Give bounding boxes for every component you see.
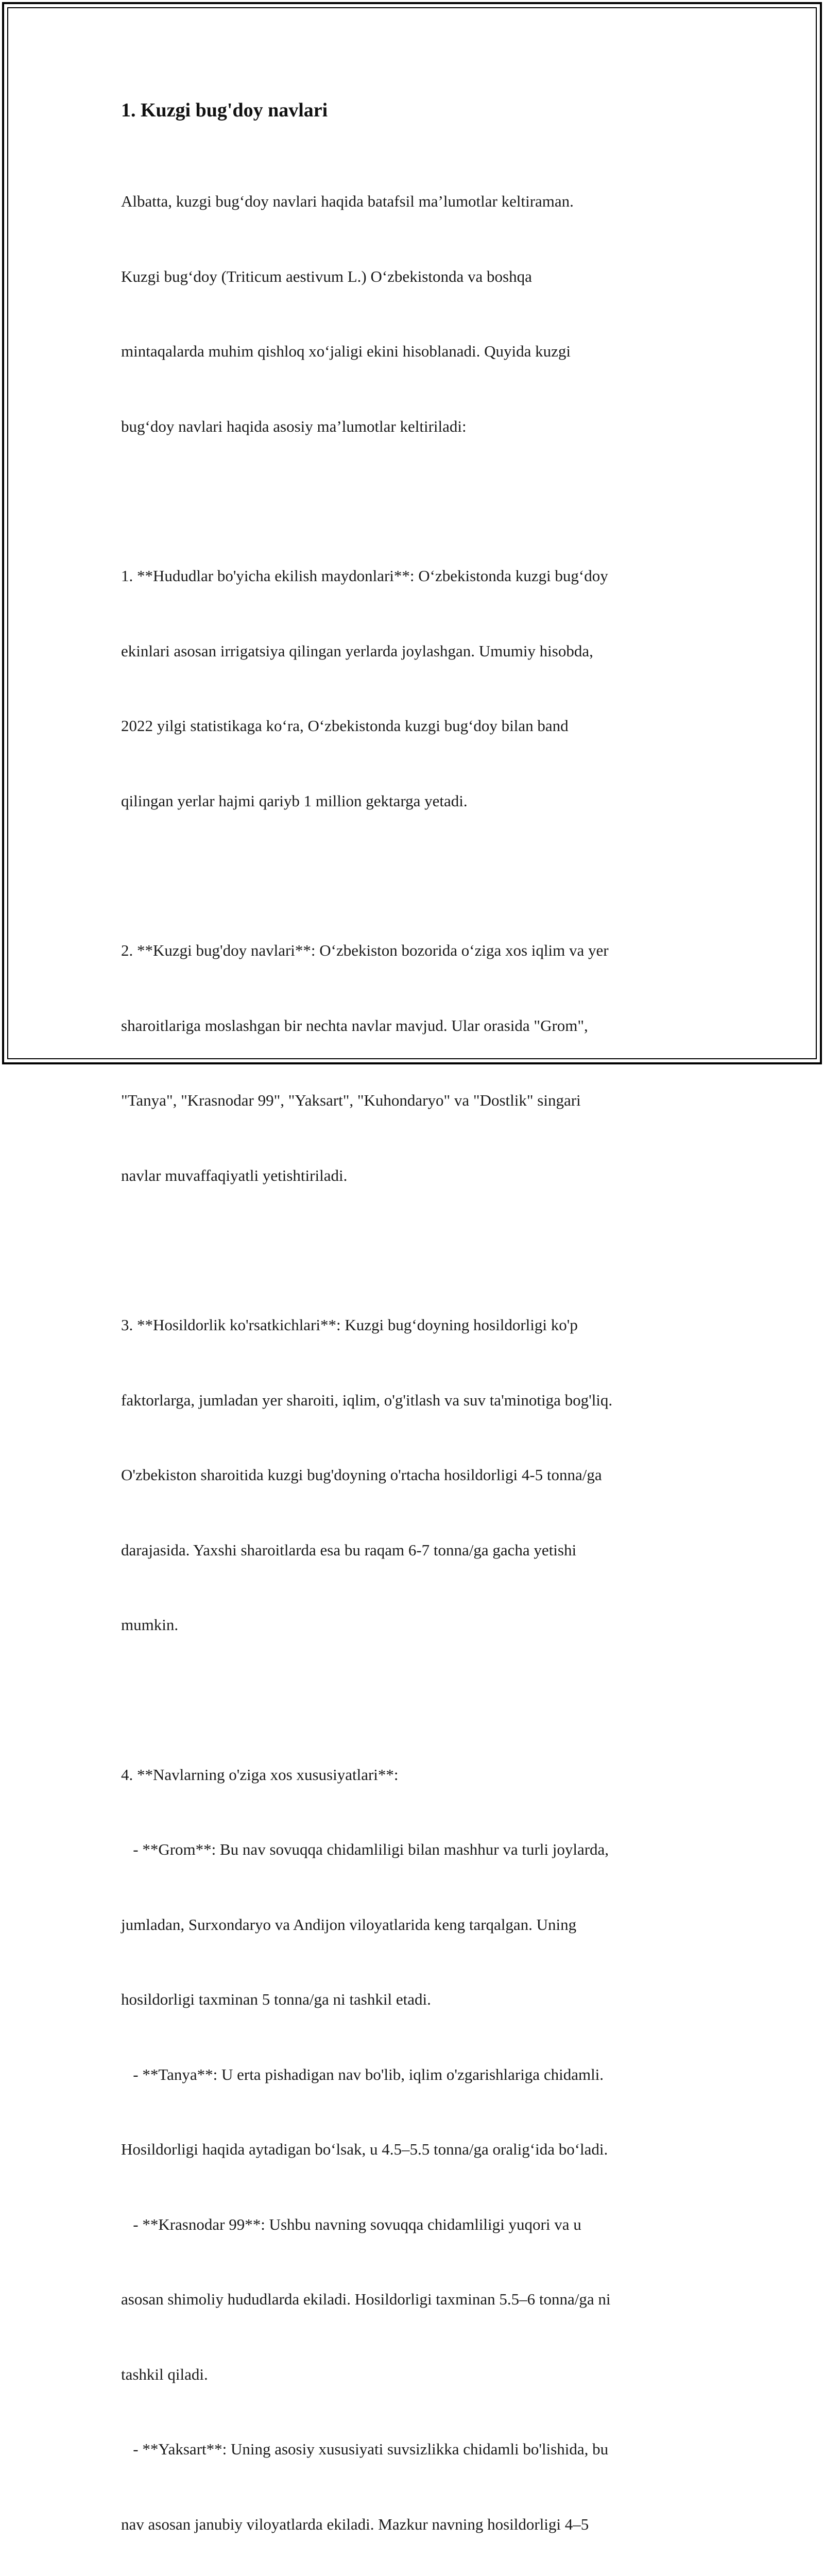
paragraph-line: navlar muvaffaqiyatli yetishtiriladi. (121, 1163, 713, 1189)
paragraph-line: Albatta, kuzgi bug‘doy navlari haqida batafsil ma’lumotlar keltiraman. (121, 189, 713, 214)
list-item-tanya: - **Tanya**: U erta pishadigan nav bo'lib, iqlim o'zgarishlariga chidamli. (121, 2062, 713, 2088)
paragraph-line: Hosildorligi haqida aytadigan bo‘lsak, u 4.5–5.5 tonna/ga oralig‘ida bo‘ladi. (121, 2137, 713, 2162)
paragraph-line: O'zbekiston sharoitida kuzgi bug'doyning o'rtacha hosildorligi 4-5 tonna/ga (121, 1463, 713, 1488)
paragraph-line: bug‘doy navlari haqida asosiy ma’lumotlar keltiriladi: (121, 414, 713, 439)
section-varieties-paragraph (121, 888, 713, 1238)
paragraph-line: nav asosan janubiy viloyatlarda ekiladi. Mazkur navning hosildorligi 4–5 (121, 2512, 713, 2537)
paragraph-line: faktorlarga, jumladan yer sharoiti, iqlim, o'g'itlash va suv ta'minotiga bog'liq. (121, 1388, 713, 1413)
paragraph-line: 2. **Kuzgi bug'doy navlari**: O‘zbekiston bozorida o‘ziga xos iqlim va yer (121, 938, 713, 963)
paragraph-line: darajasida. Yaxshi sharoitlarda esa bu raqam 6-7 tonna/ga gacha yetishi (121, 1538, 713, 1563)
paragraph-line: mintaqalarda muhim qishloq xo‘jaligi ekini hisoblanadi. Quyida kuzgi (121, 339, 713, 364)
paragraph-line: jumladan, Surxondaryo va Andijon viloyatlarida keng tarqalgan. Uning (121, 1912, 713, 1938)
section-features-paragraph (121, 1713, 713, 2576)
document-body (121, 94, 713, 2576)
section-regions-paragraph (121, 514, 713, 863)
paragraph-line: hosildorligi taxminan 5 tonna/ga ni tashkil etadi. (121, 1987, 713, 2012)
paragraph-line: 4. **Navlarning o'ziga xos xususiyatlari**: (121, 1762, 713, 1788)
paragraph-line: sharoitlariga moslashgan bir nechta navlar mavjud. Ular orasida "Grom", (121, 1013, 713, 1039)
paragraph-line: 1. **Hududlar bo'yicha ekilish maydonlari**: O‘zbekistonda kuzgi bug‘doy (121, 564, 713, 589)
paragraph-line: tashkil qiladi. (121, 2362, 713, 2387)
paragraph-line: 3. **Hosildorlik ko'rsatkichlari**: Kuzgi bug‘doyning hosildorligi ko'p (121, 1313, 713, 1338)
section-yield-paragraph (121, 1263, 713, 1688)
paragraph-line: asosan shimoliy hududlarda ekiladi. Hosildorligi taxminan 5.5–6 tonna/ga ni (121, 2287, 713, 2312)
list-item-krasnodar: - **Krasnodar 99**: Ushbu navning sovuqqa chidamliligi yuqori va u (121, 2212, 713, 2238)
paragraph-line: ekinlari asosan irrigatsiya qilingan yerlarda joylashgan. Umumiy hisobda, (121, 639, 713, 664)
list-item-yaksart: - **Yaksart**: Uning asosiy xususiyati suvsizlikka chidamli bo'lishida, bu (121, 2437, 713, 2462)
page-title: 1. Kuzgi bug'doy navlari (121, 94, 713, 127)
paragraph-line: 2022 yilgi statistikaga ko‘ra, O‘zbekistonda kuzgi bug‘doy bilan band (121, 714, 713, 739)
paragraph-line: qilingan yerlar hajmi qariyb 1 million gektarga yetadi. (121, 789, 713, 814)
list-item-grom: - **Grom**: Bu nav sovuqqa chidamliligi bilan mashhur va turli joylarda, (121, 1837, 713, 1862)
intro-paragraph (121, 139, 713, 489)
paragraph-line: mumkin. (121, 1613, 713, 1638)
paragraph-line: Kuzgi bug‘doy (Triticum aestivum L.) O‘zbekistonda va boshqa (121, 264, 713, 290)
paragraph-line: "Tanya", "Krasnodar 99", "Yaksart", "Kuhondaryo" va "Dostlik" singari (121, 1088, 713, 1113)
